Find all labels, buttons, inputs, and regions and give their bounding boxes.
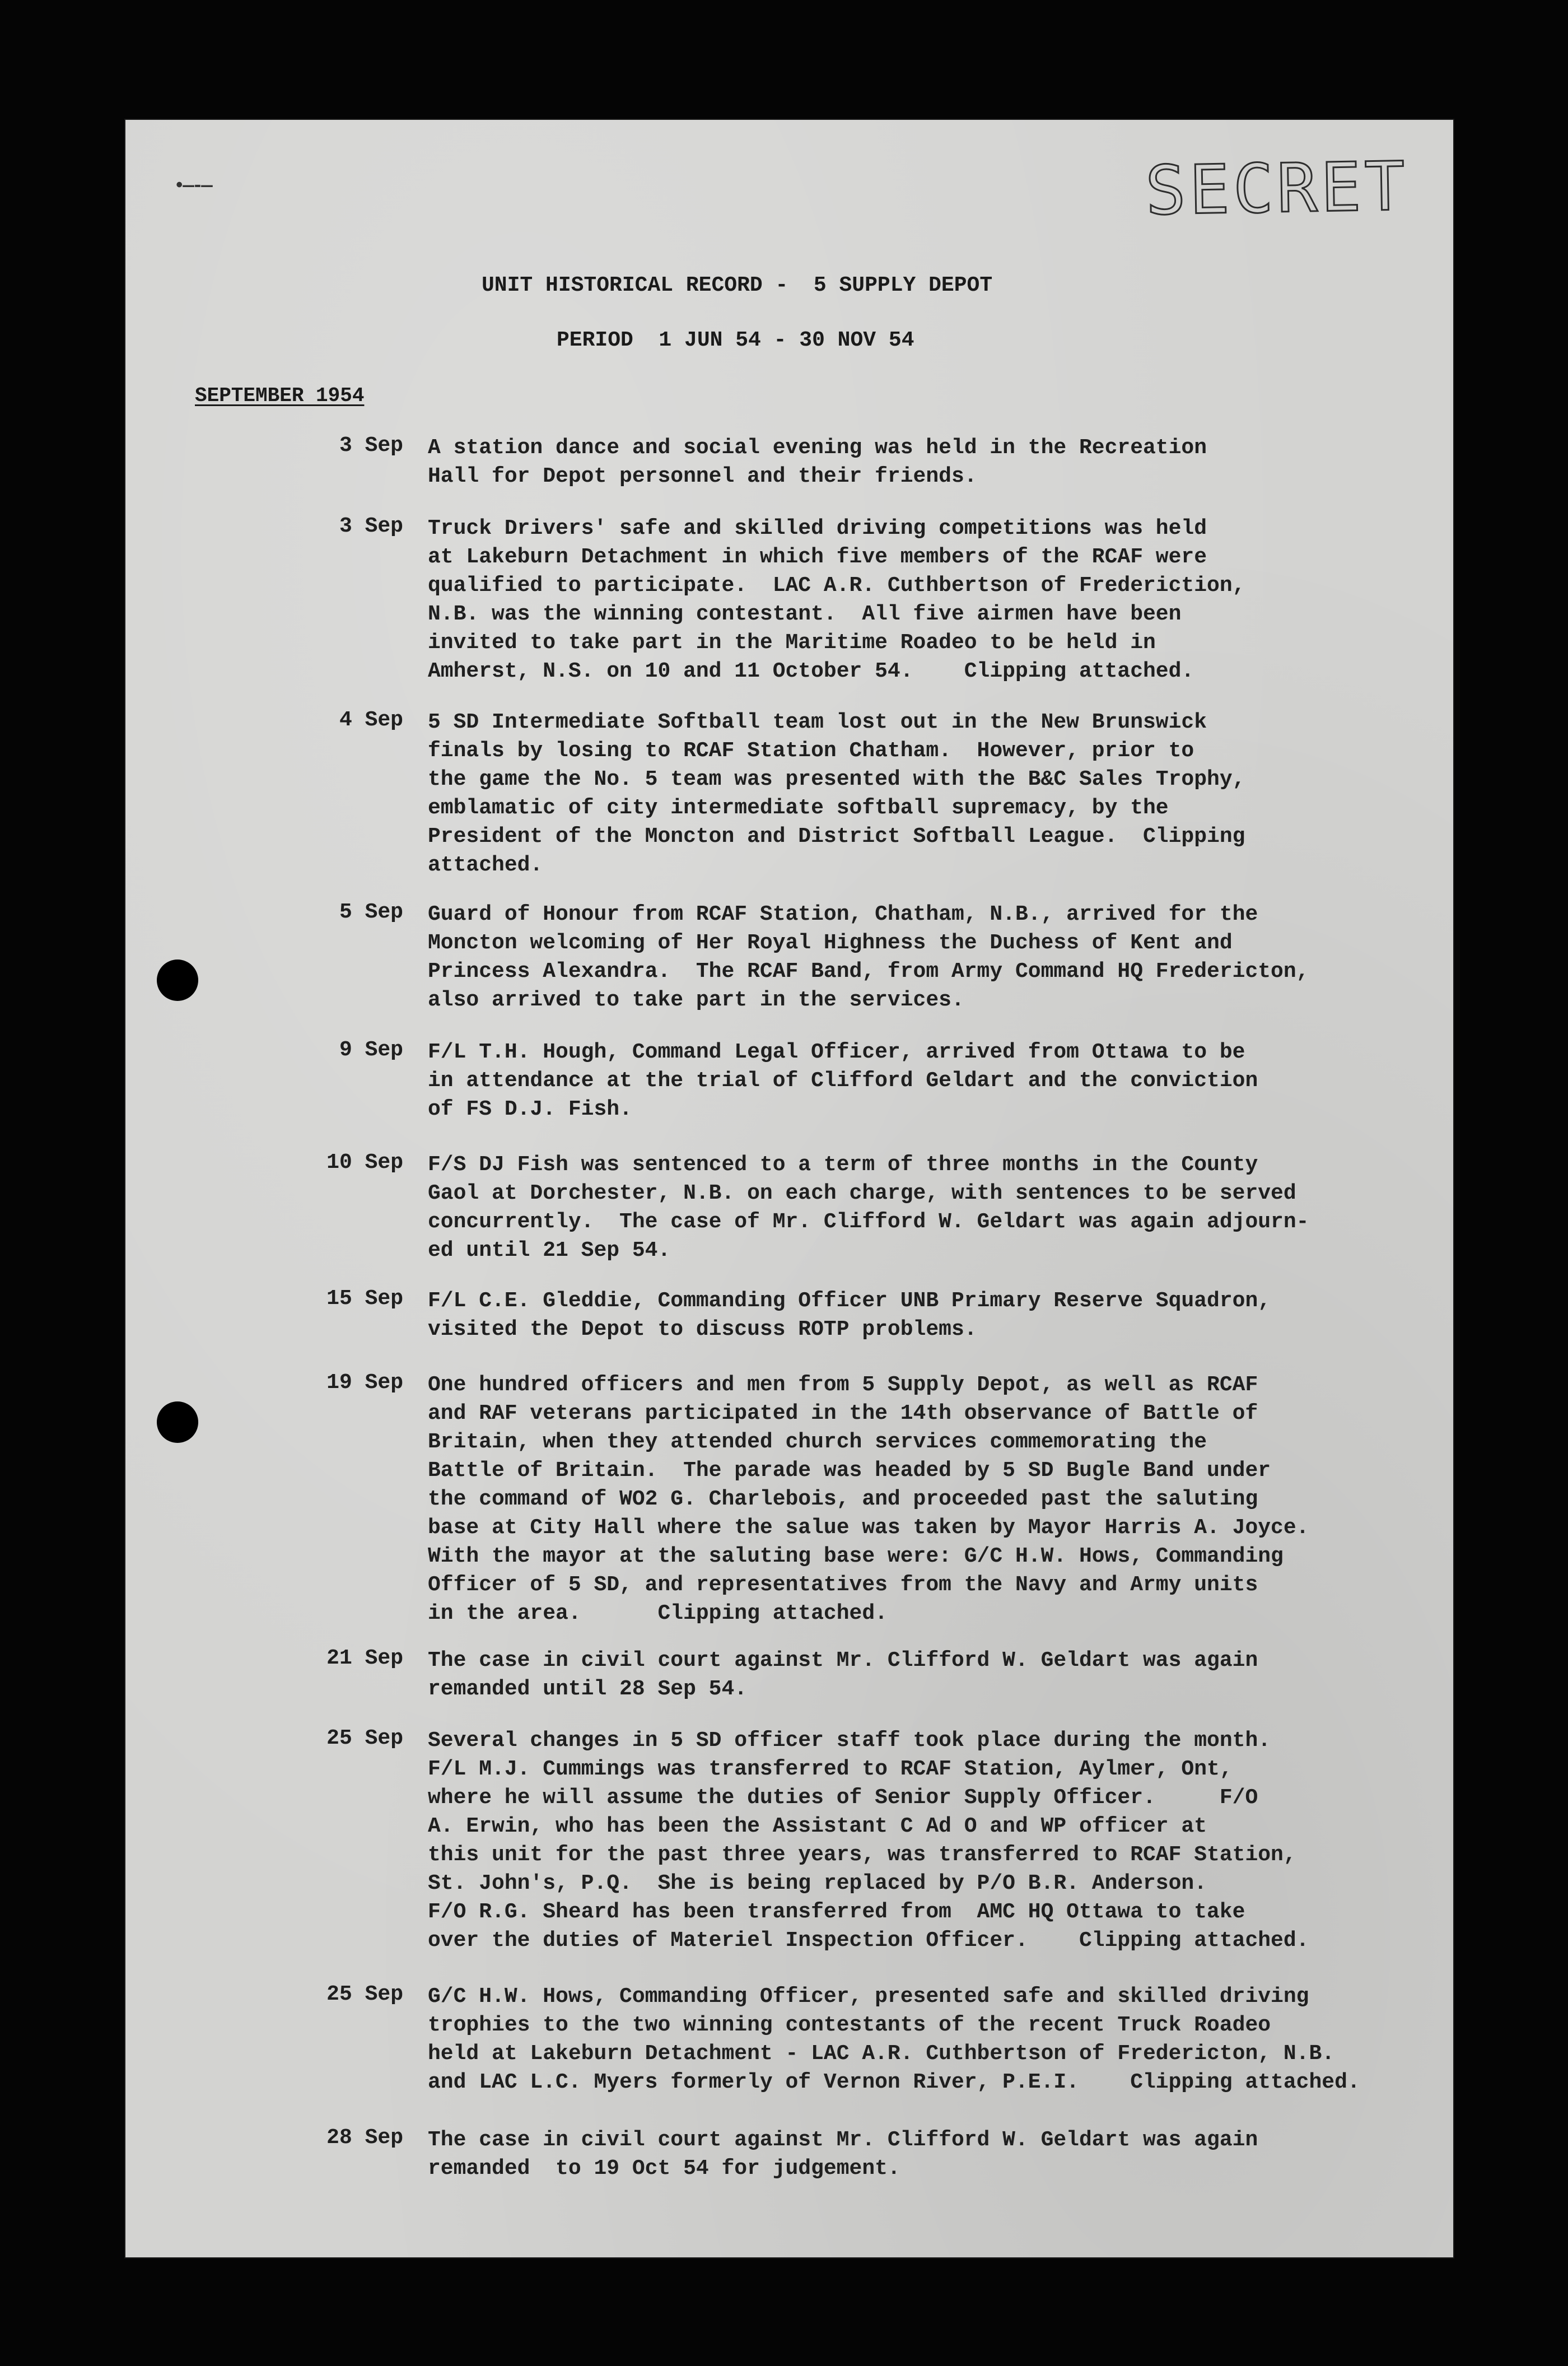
month-heading: SEPTEMBER 1954 (195, 384, 365, 407)
entry-date: 5 Sep (339, 900, 403, 924)
entry-date: 4 Sep (339, 708, 403, 732)
entry-text: Guard of Honour from RCAF Station, Chatham, N.B., arrived for the Moncton welcoming of Her Royal Highness the Duchess of Kent and Princess Alexandra. The RCAF Band, from Army Command HQ Fredericton, also arrived to take part in the services. (428, 902, 1309, 1012)
entry-text: The case in civil court against Mr. Clifford W. Geldart was again remanded to 19 Oct 54 for judgement. (428, 2128, 1258, 2181)
entry (0, 1646, 1568, 1701)
corner-mark: •—-— (174, 176, 211, 197)
secret-stamp: SECRET (1145, 147, 1409, 230)
entry-text: Several changes in 5 SD officer staff took place during the month. F/L M.J. Cummings was transferred to RCAF Station, Aylmer, Ont, where he will assume the duties of Senior Supply Officer. F/O A. Erwin, who has been the Assistant C Ad O and WP officer at this unit for the past three years, was transferred to RCAF Station, St. John's, P.Q. She is being replaced by P/O B.R. Anderson. F/O R.G. Sheard has been transferred from AMC HQ Ottawa to take over the duties of Materiel Inspection Officer. Clipping attached. (428, 1729, 1309, 1953)
entry-date: 25 Sep (326, 1726, 403, 1750)
entry-date: 21 Sep (326, 1646, 403, 1670)
entry-text: F/L C.E. Gleddie, Commanding Officer UNB Primary Reserve Squadron, visited the Depot to discuss ROTP problems. (428, 1289, 1271, 1342)
entry-text: 5 SD Intermediate Softball team lost out in the New Brunswick finals by losing to RCAF Station Chatham. However, prior to the game the No. 5 team was presented with the B&C Sales Trophy, emblamatic of city intermediate softball supremacy, by the President of the Moncton and District Softball League. Clipping attached. (428, 710, 1245, 877)
entry-date: 3 Sep (339, 434, 403, 458)
entry-text: F/L T.H. Hough, Command Legal Officer, arrived from Ottawa to be in attendance at the trial of Clifford Geldart and the conviction of FS D.J. Fish. (428, 1040, 1258, 1121)
entry-text: G/C H.W. Hows, Commanding Officer, presented safe and skilled driving trophies to the two winning contestants of the recent Truck Roadeo held at Lakeburn Detachment - LAC A.R. Cuthbertson of Fredericton, N.B. and LAC L.C. Myers formerly of Vernon River, P.E.I. Clipping attached. (428, 1985, 1360, 2094)
entry-date: 19 Sep (326, 1371, 403, 1395)
entry-date: 10 Sep (326, 1151, 403, 1175)
entry (0, 900, 1568, 1012)
entry (0, 1726, 1568, 1953)
document-period: PERIOD 1 JUN 54 - 30 NOV 54 (557, 328, 914, 352)
entry-date: 25 Sep (326, 1982, 403, 2006)
entry-text: F/S DJ Fish was sentenced to a term of three months in the County Gaol at Dorchester, N.B. on each charge, with sentences to be served concurrently. The case of Mr. Clifford W. Geldart was again adjourn- ed until 21 Sep 54. (428, 1153, 1309, 1263)
punch-hole (157, 1401, 198, 1443)
entry-date: 28 Sep (326, 2126, 403, 2150)
document-title: UNIT HISTORICAL RECORD - 5 SUPPLY DEPOT (482, 273, 993, 297)
entry-text: A station dance and social evening was held in the Recreation Hall for Depot personnel and their friends. (428, 436, 1207, 488)
entry-date: 9 Sep (339, 1038, 403, 1062)
entry-text: Truck Drivers' safe and skilled driving competitions was held at Lakeburn Detachment in which five members of the RCAF were qualified to participate. LAC A.R. Cuthbertson of Frederiction, N.B. was the winning contestant. All five airmen have been invited to take part in the Maritime Roadeo to be held in Amherst, N.S. on 10 and 11 October 54. Clipping attached. (428, 516, 1245, 683)
entry (0, 514, 1568, 683)
entry (0, 708, 1568, 877)
entry-date: 3 Sep (339, 514, 403, 538)
entry (0, 1982, 1568, 2094)
punch-hole (157, 960, 198, 1001)
entry-date: 15 Sep (326, 1287, 403, 1311)
entry-text: The case in civil court against Mr. Clifford W. Geldart was again remanded until 28 Sep 54. (428, 1648, 1258, 1701)
entry-text: One hundred officers and men from 5 Supply Depot, as well as RCAF and RAF veterans participated in the 14th observance of Battle of Britain, when they attended church services commemorating the Battle of Britain. The parade was headed by 5 SD Bugle Band under the command of WO2 G. Charlebois, and proceeded past the saluting base at City Hall where the salue was taken by Mayor Harris A. Joyce. With the mayor at the saluting base were: G/C H.W. Hows, Commanding Officer of 5 SD, and representatives from the Navy and Army units in the area. Clipping attached. (428, 1373, 1309, 1626)
